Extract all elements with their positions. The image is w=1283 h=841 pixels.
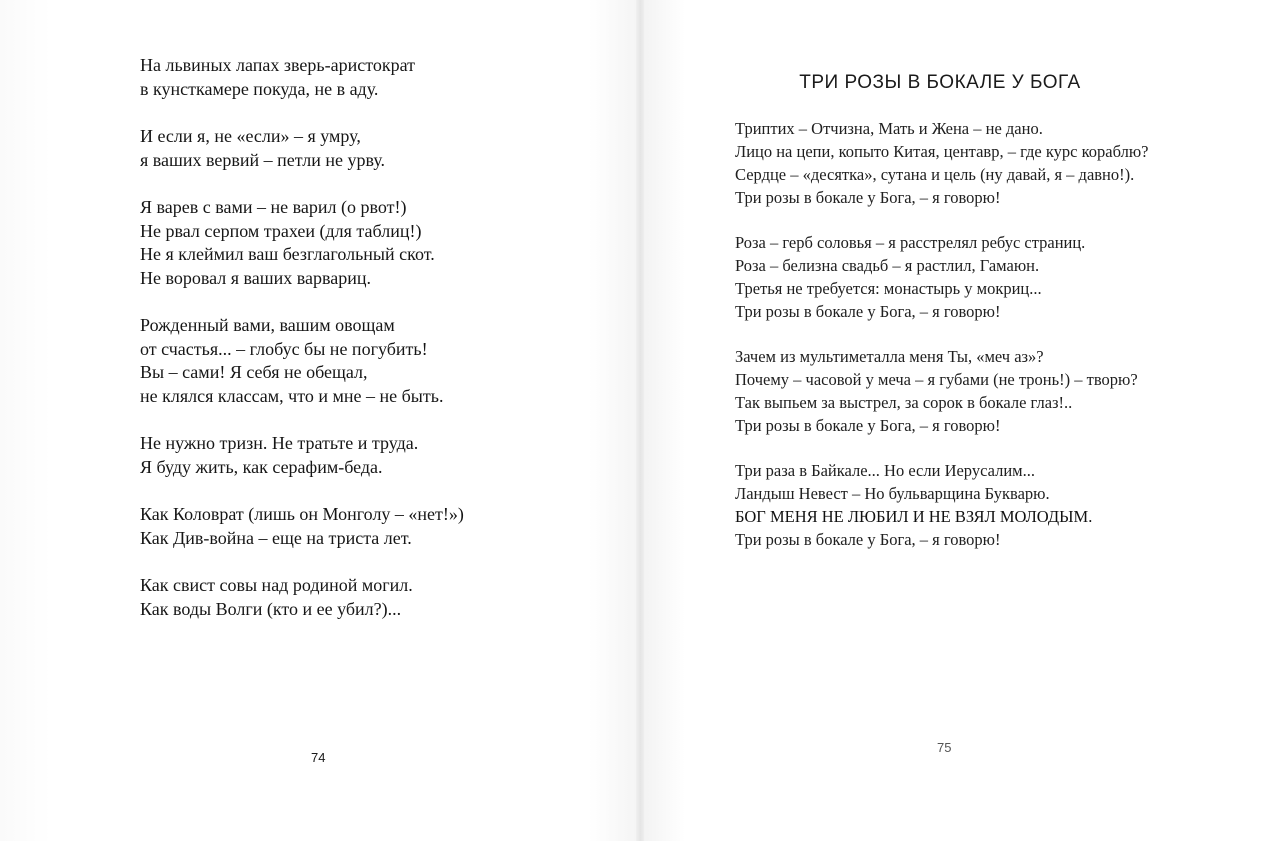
poem-line: Так выпьем за выстрел, за сорок в бокале глаз!.. [735, 393, 1073, 412]
poem-line: Как Коловрат (лишь он Монголу – «нет!») [140, 504, 464, 524]
book-gutter [636, 0, 644, 841]
poem-line: Почему – часовой у меча – я губами (не тронь!) – творю? [735, 370, 1138, 389]
poem-line: Три розы в бокале у Бога, – я говорю! [735, 302, 1001, 321]
stanza [735, 345, 1205, 437]
poem-line: Как Див-война – еще на триста лет. [140, 527, 412, 548]
poem-line: Роза – белизна свадьб – я растлил, Гамаюн. [735, 256, 1040, 275]
left-page [0, 0, 640, 841]
poem-line: Я буду жить, как серафим-беда. [140, 456, 383, 477]
poem-line: от счастья... – глобус бы не погубить! [140, 338, 428, 359]
poem-line: Лицо на цепи, копыто Китая, центавр, – где курс кораблю? [735, 142, 1149, 161]
poem-line: Рожденный вами, вашим овощам [140, 315, 395, 335]
poem-line: Роза – герб соловья – я расстрелял ребус страниц. [735, 233, 1086, 252]
stanza [140, 503, 580, 550]
poem-line: И если я, не «если» – я умру, [140, 126, 361, 146]
stanza [140, 125, 580, 172]
poem-line: Три раза в Байкале... Но если Иерусалим... [735, 461, 1035, 480]
poem-line: не клялся классам, что и мне – не быть. [140, 385, 444, 406]
poem-line: в кунсткамере покуда, не в аду. [140, 78, 379, 99]
poem-line: Вы – сами! Я себя не обещал, [140, 362, 368, 382]
page-number: 75 [937, 740, 952, 755]
stanza [140, 54, 580, 101]
right-poem [735, 117, 1205, 573]
poem-line: Как свист совы над родиной могил. [140, 575, 413, 595]
poem-line: Третья не требуется: монастырь у мокриц... [735, 279, 1042, 298]
poem-line: Триптих – Отчизна, Мать и Жена – не дано. [735, 119, 1043, 138]
poem-line: Три розы в бокале у Бога, – я говорю! [735, 188, 1001, 207]
stanza [735, 117, 1205, 209]
poem-line: Три розы в бокале у Бога, – я говорю! [735, 530, 1001, 549]
stanza [140, 432, 580, 479]
stanza [140, 574, 580, 621]
stanza [140, 196, 580, 290]
left-poem [140, 54, 580, 621]
poem-line: Зачем из мультиметалла меня Ты, «меч аз»? [735, 347, 1044, 366]
poem-line: Ландыш Невест – Но бульварщина Букварю. [735, 484, 1050, 503]
stanza [735, 459, 1205, 551]
poem-line: Три розы в бокале у Бога, – я говорю! [735, 416, 1001, 435]
stanza [140, 314, 580, 408]
poem-line: Не рвал серпом трахеи (для таблиц!) [140, 220, 422, 241]
poem-title: ТРИ РОЗЫ В БОКАЛЕ У БОГА [799, 72, 1081, 93]
poem-line: Не нужно тризн. Не тратьте и труда. [140, 433, 419, 453]
poem-line: я ваших вервий – петли не урву. [140, 149, 386, 170]
poem-line: Сердце – «десятка», сутана и цель (ну давай, я – давно!). [735, 165, 1135, 184]
poem-line: Не воровал я ваших варвариц. [140, 267, 372, 288]
page-number: 74 [311, 750, 326, 765]
poem-line: Как воды Волги (кто и ее убил?)... [140, 598, 402, 619]
poem-line: Я варев с вами – не варил (о рвот!) [140, 197, 407, 217]
poem-line: БОГ МЕНЯ НЕ ЛЮБИЛ И НЕ ВЗЯЛ МОЛОДЫМ. [735, 507, 1093, 526]
stanza [735, 231, 1205, 323]
poem-line: Не я клеймил ваш безглагольный скот. [140, 244, 435, 264]
poem-line: На львиных лапах зверь-аристократ [140, 55, 415, 75]
